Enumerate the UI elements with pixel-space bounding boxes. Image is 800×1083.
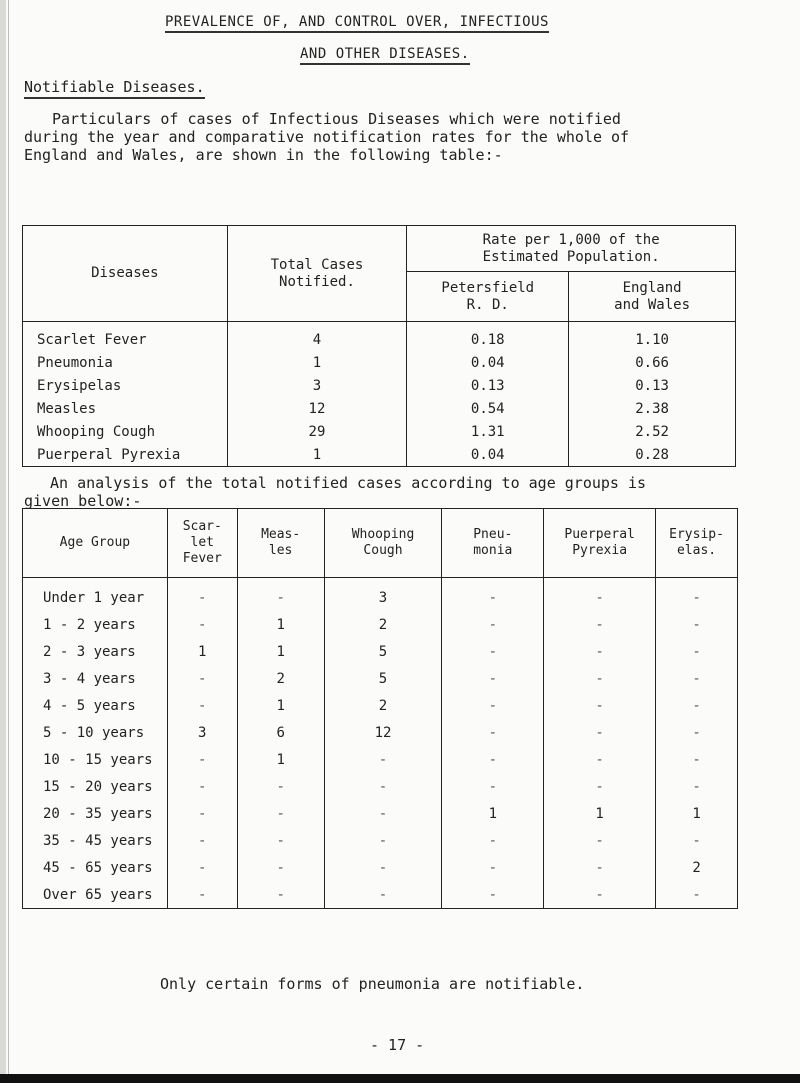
table-row xyxy=(23,854,738,881)
cell-disease: Puerperal Pyrexia xyxy=(23,443,228,467)
age-group-table xyxy=(22,508,738,909)
column-header: Pneu- monia xyxy=(442,509,544,578)
cell-count: - xyxy=(167,881,237,909)
cell-count: 1 xyxy=(656,800,738,827)
cell-count: - xyxy=(324,881,442,909)
cell-count: - xyxy=(442,611,544,638)
intro-paragraph: Particulars of cases of Infectious Diseases which were notified during the year and comparative notification rates for the whole of England and Wales, are shown in the following table:- xyxy=(24,110,630,164)
cell-count: 6 xyxy=(237,719,324,746)
cell-count: 1 xyxy=(544,800,656,827)
cell-petersfield: 0.13 xyxy=(407,374,569,397)
cell-age-group: 5 - 10 years xyxy=(23,719,168,746)
cell-count: - xyxy=(656,881,738,909)
table-row xyxy=(23,665,738,692)
cell-age-group: Under 1 year xyxy=(23,578,168,612)
cell-count: - xyxy=(544,611,656,638)
cell-count: - xyxy=(656,746,738,773)
cell-count: - xyxy=(442,773,544,800)
cell-count: - xyxy=(324,773,442,800)
cell-petersfield: 0.54 xyxy=(407,397,569,420)
notification-rates-table xyxy=(22,225,736,467)
cell-disease: Erysipelas xyxy=(23,374,228,397)
table-row xyxy=(23,881,738,909)
column-header: Meas- les xyxy=(237,509,324,578)
cell-count: 12 xyxy=(324,719,442,746)
scan-edge-shadow xyxy=(0,0,6,1083)
table-row xyxy=(23,800,738,827)
cell-england: 2.52 xyxy=(569,420,736,443)
header-total-cases: Total Cases Notified. xyxy=(227,226,407,322)
cell-disease: Measles xyxy=(23,397,228,420)
cell-petersfield: 0.18 xyxy=(407,322,569,352)
cell-count: - xyxy=(167,578,237,612)
cell-age-group: 35 - 45 years xyxy=(23,827,168,854)
cell-count: 1 xyxy=(442,800,544,827)
cell-total: 1 xyxy=(227,351,407,374)
cell-england: 2.38 xyxy=(569,397,736,420)
cell-count: - xyxy=(167,800,237,827)
cell-count: - xyxy=(656,665,738,692)
cell-count: - xyxy=(544,773,656,800)
header-petersfield: Petersfield R. D. xyxy=(407,272,569,322)
cell-count: - xyxy=(442,854,544,881)
cell-count: - xyxy=(544,746,656,773)
cell-count: - xyxy=(544,854,656,881)
page-number: - 17 - xyxy=(370,1036,425,1054)
cell-count: - xyxy=(237,854,324,881)
column-header: Puerperal Pyrexia xyxy=(544,509,656,578)
cell-count: 5 xyxy=(324,665,442,692)
cell-count: - xyxy=(656,611,738,638)
table-row xyxy=(23,719,738,746)
analysis-note-line1: An analysis of the total notified cases according to age groups is xyxy=(50,474,647,492)
cell-count: - xyxy=(167,611,237,638)
cell-count: - xyxy=(237,827,324,854)
cell-count: - xyxy=(442,827,544,854)
cell-count: - xyxy=(442,578,544,612)
cell-count: 1 xyxy=(167,638,237,665)
header-rate: Rate per 1,000 of the Estimated Population. xyxy=(407,226,736,272)
table-row xyxy=(23,692,738,719)
cell-count: - xyxy=(442,881,544,909)
cell-petersfield: 1.31 xyxy=(407,420,569,443)
cell-disease: Scarlet Fever xyxy=(23,322,228,352)
table-row xyxy=(23,374,736,397)
cell-count: - xyxy=(544,638,656,665)
cell-england: 0.28 xyxy=(569,443,736,467)
header-diseases: Diseases xyxy=(23,226,228,322)
cell-count: 2 xyxy=(237,665,324,692)
cell-count: - xyxy=(656,692,738,719)
cell-count: - xyxy=(167,827,237,854)
analysis-note-line2: given below:- xyxy=(24,492,142,510)
table-row xyxy=(23,746,738,773)
table-row xyxy=(23,827,738,854)
table-row xyxy=(23,578,738,612)
cell-count: - xyxy=(544,692,656,719)
cell-petersfield: 0.04 xyxy=(407,443,569,467)
cell-disease: Whooping Cough xyxy=(23,420,228,443)
cell-count: 2 xyxy=(324,611,442,638)
cell-total: 4 xyxy=(227,322,407,352)
section-title: Notifiable Diseases. xyxy=(24,78,205,96)
cell-age-group: 45 - 65 years xyxy=(23,854,168,881)
cell-count: - xyxy=(544,827,656,854)
cell-count: 2 xyxy=(656,854,738,881)
cell-total: 1 xyxy=(227,443,407,467)
column-header: Whooping Cough xyxy=(324,509,442,578)
cell-count: 5 xyxy=(324,638,442,665)
scan-edge-line xyxy=(8,0,9,1083)
cell-count: - xyxy=(324,827,442,854)
scan-bottom-edge xyxy=(0,1074,800,1083)
cell-count: - xyxy=(237,881,324,909)
page-heading-line1: PREVALENCE OF, AND CONTROL OVER, INFECTIOUS xyxy=(165,14,549,30)
cell-count: - xyxy=(237,800,324,827)
cell-count: - xyxy=(324,854,442,881)
table-row xyxy=(23,351,736,374)
table-row xyxy=(23,397,736,420)
cell-count: 3 xyxy=(324,578,442,612)
cell-age-group: 10 - 15 years xyxy=(23,746,168,773)
cell-count: - xyxy=(656,719,738,746)
table-row xyxy=(23,773,738,800)
cell-count: - xyxy=(442,719,544,746)
cell-count: - xyxy=(544,881,656,909)
table-row xyxy=(23,611,738,638)
cell-count: - xyxy=(656,827,738,854)
cell-england: 0.66 xyxy=(569,351,736,374)
column-header: Scar- let Fever xyxy=(167,509,237,578)
header-england-wales: England and Wales xyxy=(569,272,736,322)
cell-count: - xyxy=(167,692,237,719)
table-row xyxy=(23,322,736,352)
cell-count: - xyxy=(167,773,237,800)
cell-england: 1.10 xyxy=(569,322,736,352)
cell-total: 29 xyxy=(227,420,407,443)
cell-age-group: 2 - 3 years xyxy=(23,638,168,665)
cell-count: - xyxy=(237,773,324,800)
cell-age-group: Over 65 years xyxy=(23,881,168,909)
cell-count: - xyxy=(324,746,442,773)
cell-count: 1 xyxy=(237,746,324,773)
cell-count: - xyxy=(442,692,544,719)
cell-count: 3 xyxy=(167,719,237,746)
cell-count: - xyxy=(237,578,324,612)
cell-age-group: 1 - 2 years xyxy=(23,611,168,638)
cell-count: 2 xyxy=(324,692,442,719)
cell-disease: Pneumonia xyxy=(23,351,228,374)
cell-count: - xyxy=(442,638,544,665)
cell-count: - xyxy=(167,854,237,881)
cell-count: - xyxy=(656,773,738,800)
cell-count: - xyxy=(167,746,237,773)
column-header: Age Group xyxy=(23,509,168,578)
footnote: Only certain forms of pneumonia are notifiable. xyxy=(160,975,585,993)
cell-count: 1 xyxy=(237,638,324,665)
cell-petersfield: 0.04 xyxy=(407,351,569,374)
table-row xyxy=(23,443,736,467)
cell-count: - xyxy=(656,638,738,665)
cell-age-group: 4 - 5 years xyxy=(23,692,168,719)
cell-age-group: 3 - 4 years xyxy=(23,665,168,692)
cell-age-group: 15 - 20 years xyxy=(23,773,168,800)
cell-total: 12 xyxy=(227,397,407,420)
cell-count: - xyxy=(442,665,544,692)
table-row xyxy=(23,638,738,665)
cell-count: - xyxy=(544,719,656,746)
cell-count: - xyxy=(544,665,656,692)
cell-count: 1 xyxy=(237,611,324,638)
cell-total: 3 xyxy=(227,374,407,397)
page-heading-line2: AND OTHER DISEASES. xyxy=(300,46,470,62)
cell-age-group: 20 - 35 years xyxy=(23,800,168,827)
cell-count: 1 xyxy=(237,692,324,719)
cell-count: - xyxy=(167,665,237,692)
cell-england: 0.13 xyxy=(569,374,736,397)
column-header: Erysip- elas. xyxy=(656,509,738,578)
table-row xyxy=(23,420,736,443)
cell-count: - xyxy=(656,578,738,612)
cell-count: - xyxy=(442,746,544,773)
cell-count: - xyxy=(324,800,442,827)
cell-count: - xyxy=(544,578,656,612)
